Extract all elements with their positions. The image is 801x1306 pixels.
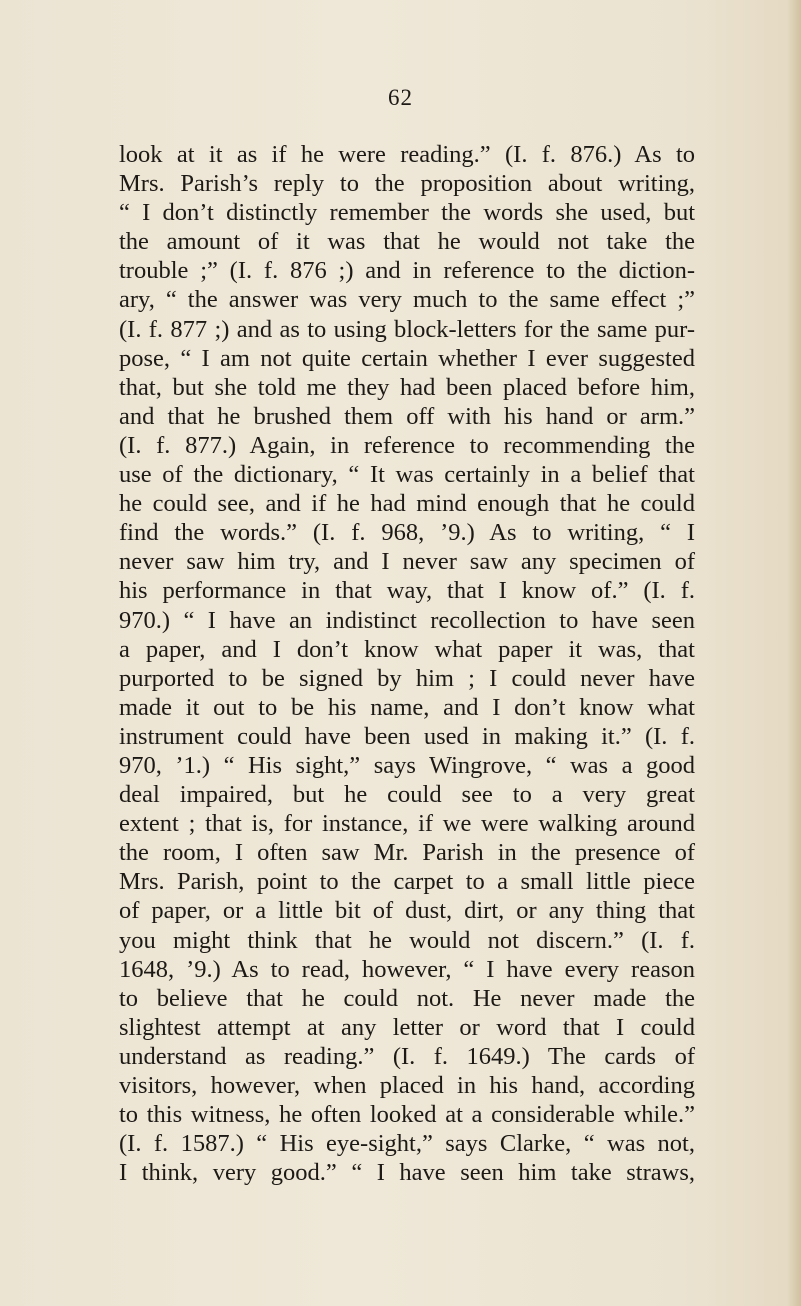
text-line: (I. f. 877.) Again, in reference to recommending the	[119, 431, 695, 459]
text-line: the room, I often saw Mr. Parish in the presence of	[119, 839, 695, 867]
text-line: trouble ;” (I. f. 876 ;) and in reference to the diction-	[119, 257, 695, 285]
text-line: (I. f. 877 ;) and as to using block-letters for the same pur-	[119, 315, 695, 343]
text-line: deal impaired, but he could see to a very great	[119, 781, 695, 809]
text-line: visitors, however, when placed in his hand, according	[119, 1072, 695, 1099]
text-line: his performance in that way, that I know of.” (I. f.	[119, 577, 695, 605]
text-line: 1648, ’9.) As to read, however, “ I have every reason	[119, 955, 695, 983]
text-line: made it out to be his name, and I don’t know what	[119, 693, 695, 721]
text-line: you might think that he would not discern.” (I. f.	[119, 926, 695, 954]
page-edge-shadow	[787, 0, 801, 1306]
text-line: 970, ’1.) “ His sight,” says Wingrove, “ was a good	[119, 751, 695, 779]
text-line: “ I don’t distinctly remember the words she used, but	[119, 199, 695, 227]
text-line: purported to be signed by him ; I could never have	[119, 664, 695, 692]
text-line: the amount of it was that he would not take the	[119, 228, 695, 256]
text-line: that, but she told me they had been placed before him,	[119, 373, 695, 401]
text-line: and that he brushed them off with his hand or arm.”	[119, 402, 695, 430]
page-number: 62	[388, 85, 413, 110]
text-line: (I. f. 1587.) “ His eye-sight,” says Clarke, “ was not,	[119, 1130, 695, 1158]
text-line: a paper, and I don’t know what paper it was, that	[119, 635, 695, 663]
text-line: find the words.” (I. f. 968, ’9.) As to writing, “ I	[119, 519, 695, 547]
text-line: look at it as if he were reading.” (I. f. 876.) As to	[119, 141, 695, 168]
body-text	[119, 140, 695, 1187]
text-line: he could see, and if he had mind enough that he could	[119, 490, 695, 518]
text-line: extent ; that is, for instance, if we were walking around	[119, 810, 695, 838]
text-line: pose, “ I am not quite certain whether I ever suggested	[119, 344, 695, 372]
text-line: 970.) “ I have an indistinct recollection to have seen	[119, 606, 695, 634]
text-line: never saw him try, and I never saw any specimen of	[119, 548, 695, 576]
text-line: to this witness, he often looked at a considerable while.”	[119, 1101, 695, 1129]
text-line: Mrs. Parish, point to the carpet to a small little piece	[119, 868, 695, 896]
text-line: to believe that he could not. He never made the	[119, 984, 695, 1012]
text-line: of paper, or a little bit of dust, dirt, or any thing that	[119, 897, 695, 925]
text-line: ary, “ the answer was very much to the same effect ;”	[119, 286, 695, 314]
text-line: Mrs. Parish’s reply to the proposition about writing,	[119, 170, 695, 198]
text-line: understand as reading.” (I. f. 1649.) The cards of	[119, 1042, 695, 1070]
text-line: instrument could have been used in making it.” (I. f.	[119, 722, 695, 750]
text-line: I think, very good.” “ I have seen him take straws,	[119, 1159, 695, 1187]
text-line: slightest attempt at any letter or word that I could	[119, 1013, 695, 1041]
text-line: use of the dictionary, “ It was certainly in a belief that	[119, 461, 695, 489]
